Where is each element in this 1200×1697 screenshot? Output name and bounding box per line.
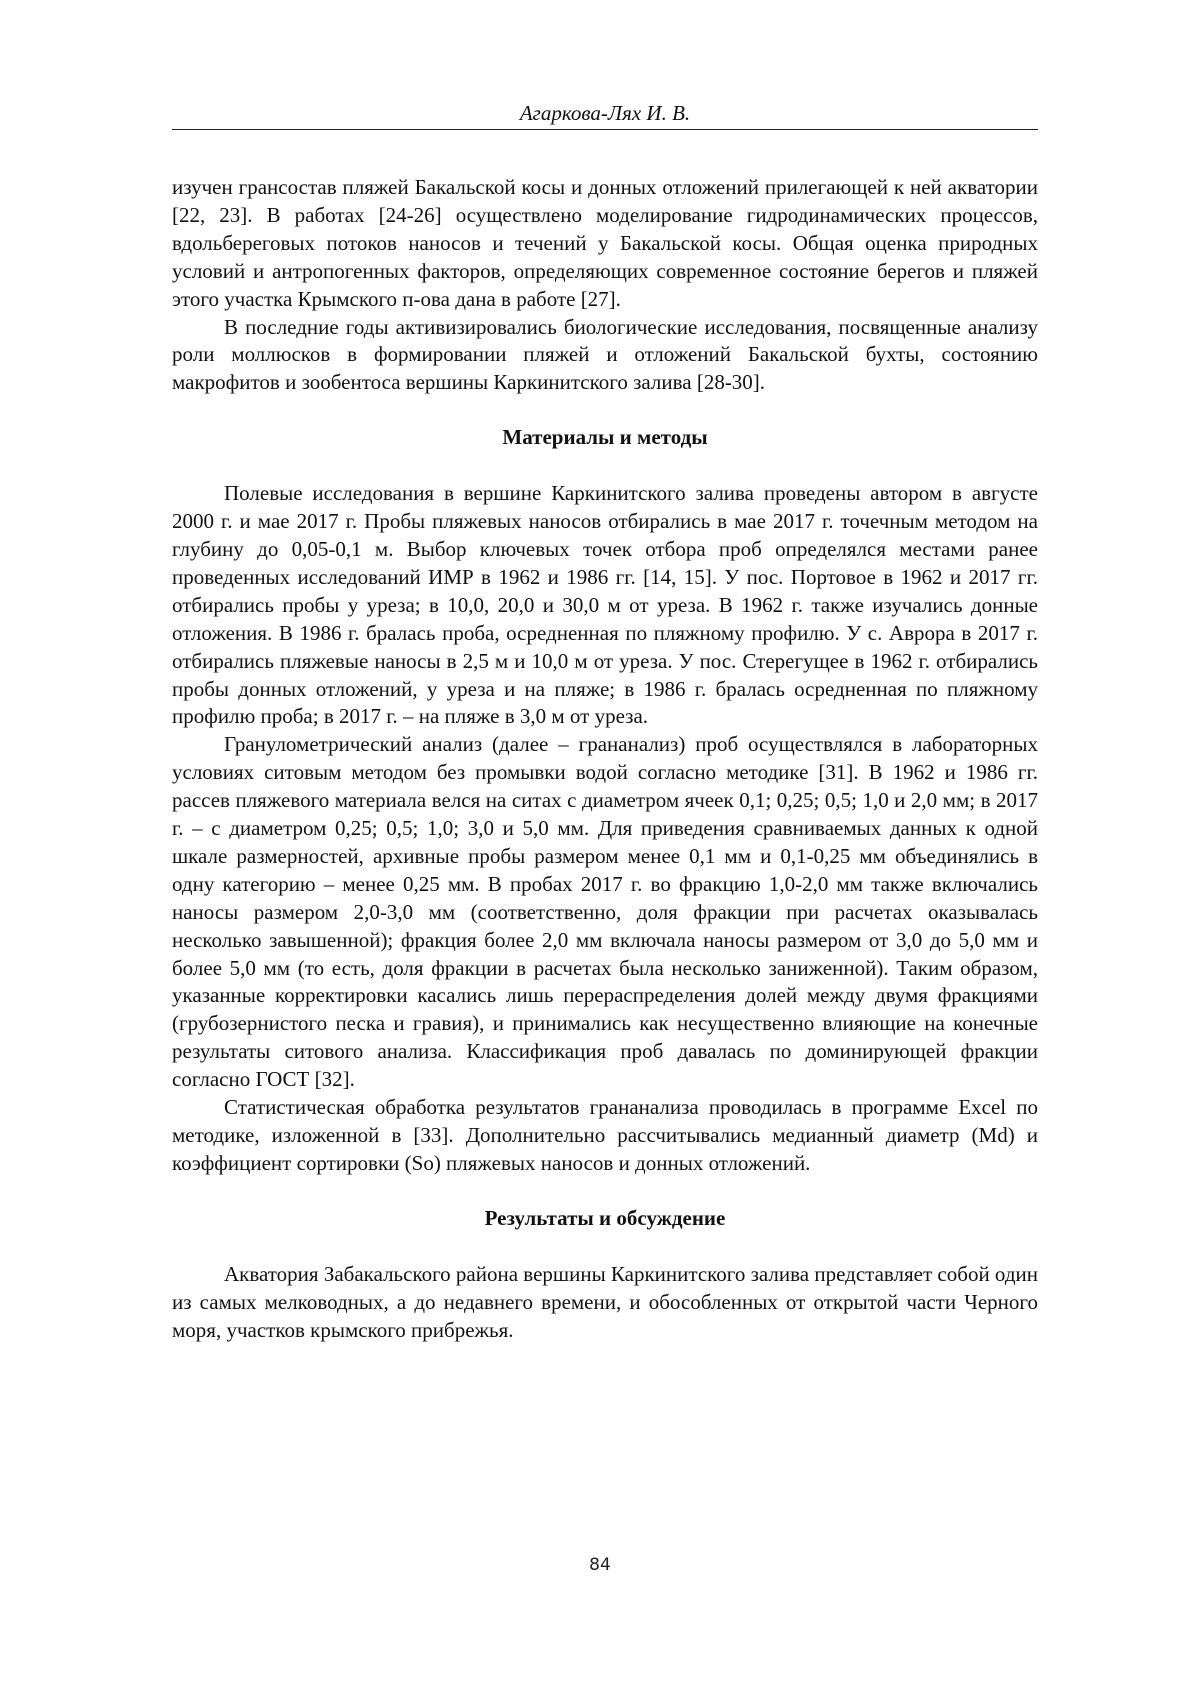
section-heading-results: Результаты и обсуждение — [484, 1205, 726, 1230]
article-body — [172, 174, 1038, 1344]
paragraph-6: Акватория Забакальского района вершины Каркинитского залива представляет собой один из самых мелководных, а до недавнего времени, и обособленных от открытой части Черного моря, участков крымского прибрежья. — [172, 1261, 1038, 1342]
paragraph-1: изучен грансостав пляжей Бакальской косы и донных отложений прилегающей к ней акватории [22, 23]. В работах [24-26] осуществлено моделирование гидродинамических процессов, вдольбереговых потоков наносов и течений у Бакальской косы. Общая оценка природных условий и антропогенных факторов, определяющих современное состояние берегов и пляжей этого участка Крымского п-ова дана в работе [27]. — [172, 175, 1038, 311]
running-header: Агаркова-Лях И. В. — [519, 101, 691, 125]
header-rule — [172, 129, 1038, 130]
paragraph-5: Статистическая обработка результатов грананализа проводилась в программе Excel по методике, изложенной в [33]. Дополнительно рассчитывались медианный диаметр (Md) и коэффициент сортировки (So) пляжевых наносов и донных отложений. — [172, 1095, 1038, 1175]
paragraph-4: Гранулометрический анализ (далее – грананализ) проб осуществлялся в лабораторных условиях ситовым методом без промывки водой согласно методике [31]. В 1962 и 1986 гг. рассев пляжевого материала велся на ситах с диаметром ячеек 0,1; 0,25; 0,5; 1,0 и 2,0 мм; в 2017 г. – с диаметром 0,25; 0,5; 1,0; 3,0 и 5,0 мм. Для приведения сравниваемых данных к одной шкале размерностей, архивные пробы размером менее 0,1 мм и 0,1-0,25 мм объединялись в одну категорию – менее 0,25 мм. В пробах 2017 г. во фракцию 1,0-2,0 мм также включались наносы размером 2,0-3,0 мм (соответственно, доля фракции при расчетах оказывалась несколько завышенной); фракция более 2,0 мм включала наносы размером от 3,0 до 5,0 мм и более 5,0 мм (то есть, доля фракции в расчетах была несколько заниженной). Таким образом, указанные корректировки касались лишь перераспределения долей между двумя фракциями (грубозернистого песка и гравия), и принимались как несущественно влияющие на конечные результаты ситового анализа. Классификация проб давалась по доминирующей фракции согласно ГОСТ [32]. — [172, 732, 1038, 1092]
section-heading-methods: Материалы и методы — [502, 425, 708, 450]
paragraph-2: В последние годы активизировались биологические исследования, посвященные анализу роли моллюсков в формировании пляжей и отложений Бакальской бухты, состоянию макрофитов и зообентоса вершины Каркинитского залива [28-30]. — [172, 314, 1038, 395]
page-number: 84 — [589, 1555, 611, 1575]
paragraph-3: Полевые исследования в вершине Каркинитского залива проведены автором в августе 2000 г. и мае 2017 г. Пробы пляжевых наносов отбирались в мае 2017 г. точечным методом на глубину до 0,05-0,1 м. Выбор ключевых точек отбора проб определялся местами ранее проведенных исследований ИМР в 1962 и 1986 гг. [14, 15]. У пос. Портовое в 1962 и 2017 гг. отбирались пробы у уреза; в 10,0, 20,0 и 30,0 м от уреза. В 1962 г. также изучались донные отложения. В 1986 г. бралась проба, осредненная по пляжному профилю. У с. Аврора в 2017 г. отбирались пляжевые наносы в 2,5 м и 10,0 м от уреза. У пос. Стерегущее в 1962 г. отбирались пробы донных отложений, у уреза и на пляже; в 1986 г. бралась осредненная по пляжному профилю проба; в 2017 г. – на пляже в 3,0 м от уреза. — [172, 481, 1038, 729]
